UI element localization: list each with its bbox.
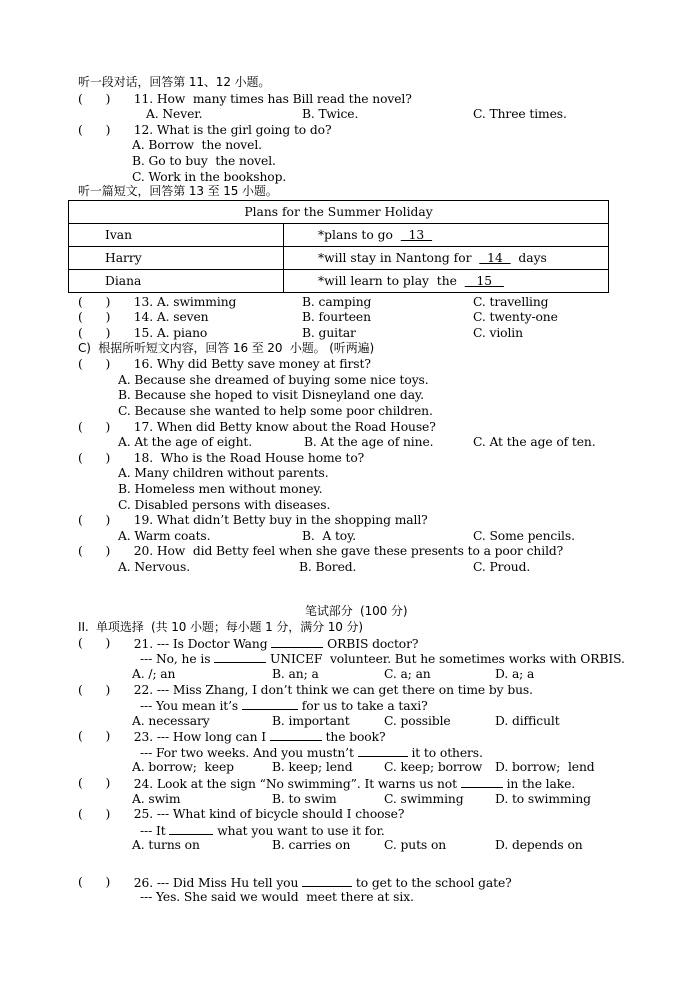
q11-option-c: C. Three times. [473, 107, 567, 121]
plan-name: Ivan [69, 224, 284, 247]
q21-stem-2: --- No, he is UNICEF volunteer. But he sometimes works with ORBIS. [140, 652, 625, 666]
q26-bracket: ( ) [78, 875, 111, 889]
q12-stem: 12. What is the girl going to do? [130, 123, 332, 137]
q18-option-c: C. Disabled persons with diseases. [118, 498, 331, 512]
written-part-title: 笔试部分 (100 分) [305, 604, 408, 618]
q21-stem-1: 21. --- Is Doctor Wang ORBIS doctor? [130, 637, 419, 651]
q12-option-a: A. Borrow the novel. [132, 138, 262, 152]
q26-stem-2: --- Yes. She said we would meet there at six. [140, 890, 414, 904]
q23-option-c: C. keep; borrow [384, 760, 483, 774]
q15-option-b: B. guitar [302, 326, 356, 340]
q23-stem-1: 23. --- How long can I the book? [130, 730, 386, 744]
q16-option-a: A. Because she dreamed of buying some nice toys. [118, 373, 429, 387]
q11-stem: 11. How many times has Bill read the novel? [130, 92, 412, 106]
intro-13-15: 听一篇短文，回答第 13 至 15 小题。 [78, 184, 278, 198]
q13-bracket: ( ) [78, 295, 111, 309]
q17-option-b: B. At the age of nine. [304, 435, 434, 449]
q25-option-c: C. puts on [384, 838, 447, 852]
q23-blank-2[interactable] [358, 745, 408, 757]
plan-name: Diana [69, 270, 284, 293]
q19-option-b: B. A toy. [302, 529, 357, 543]
q23-option-b: B. keep; lend [272, 760, 353, 774]
q19-stem: 19. What didn’t Betty buy in the shopping mall? [130, 513, 428, 527]
q13-option-c: C. travelling [473, 295, 549, 309]
q22-stem-2: --- You mean it’s for us to take a taxi? [140, 699, 428, 713]
q21-option-b: B. an; a [272, 667, 319, 681]
q21-option-c: C. a; an [384, 667, 431, 681]
q24-blank[interactable] [461, 776, 503, 788]
q20-option-a: A. Nervous. [118, 560, 191, 574]
q21-blank-2[interactable] [214, 651, 266, 663]
q15-bracket: ( ) [78, 326, 111, 340]
q22-option-a: A. necessary [132, 714, 210, 728]
q22-option-c: C. possible [384, 714, 451, 728]
q15-option-a: 15. A. piano [130, 326, 208, 340]
q14-option-c: C. twenty-one [473, 310, 558, 324]
q21-option-a: A. /; an [132, 667, 176, 681]
q25-bracket: ( ) [78, 807, 111, 821]
answer-blank-13[interactable]: 13 [400, 228, 433, 242]
q26-blank[interactable] [302, 875, 352, 887]
q13-option-a: 13. A. swimming [130, 295, 237, 309]
q17-option-a: A. At the age of eight. [118, 435, 253, 449]
q23-stem-2: --- For two weeks. And you mustn’t it to others. [140, 746, 483, 760]
plan-detail: *will learn to play the 15 [284, 270, 609, 293]
q12-bracket: ( ) [78, 123, 111, 137]
q21-option-d: D. a; a [495, 667, 535, 681]
q24-stem: 24. Look at the sign “No swimming”. It warns us not in the lake. [130, 777, 576, 791]
table-row [69, 247, 609, 270]
q11-bracket: ( ) [78, 92, 111, 106]
q16-bracket: ( ) [78, 357, 111, 371]
q14-option-a: 14. A. seven [130, 310, 209, 324]
q21-blank-1[interactable] [271, 636, 323, 648]
q22-blank[interactable] [242, 698, 298, 710]
q18-option-a: A. Many children without parents. [118, 466, 329, 480]
q17-option-c: C. At the age of ten. [473, 435, 596, 449]
q24-bracket: ( ) [78, 776, 111, 790]
q14-bracket: ( ) [78, 310, 111, 324]
q16-stem: 16. Why did Betty save money at first? [130, 357, 371, 371]
intro-11-12: 听一段对话，回答第 11、12 小题。 [78, 75, 271, 89]
q24-option-b: B. to swim [272, 792, 337, 806]
q22-option-b: B. important [272, 714, 350, 728]
q24-option-d: D. to swimming [495, 792, 591, 806]
q24-option-a: A. swim [132, 792, 181, 806]
q12-option-b: B. Go to buy the novel. [132, 154, 276, 168]
q23-option-a: A. borrow; keep [132, 760, 234, 774]
q19-option-c: C. Some pencils. [473, 529, 575, 543]
q25-stem-2: --- It what you want to use it for. [140, 824, 385, 838]
q19-option-a: A. Warm coats. [118, 529, 211, 543]
q19-bracket: ( ) [78, 513, 111, 527]
q13-option-b: B. camping [302, 295, 372, 309]
q18-bracket: ( ) [78, 451, 111, 465]
q17-bracket: ( ) [78, 420, 111, 434]
q22-option-d: D. difficult [495, 714, 560, 728]
plan-name: Harry [69, 247, 284, 270]
q20-option-b: B. Bored. [299, 560, 357, 574]
answer-blank-15[interactable]: 15 [464, 274, 504, 288]
q16-option-c: C. Because she wanted to help some poor children. [118, 404, 433, 418]
q12-option-c: C. Work in the bookshop. [132, 170, 287, 184]
q21-bracket: ( ) [78, 636, 111, 650]
q20-option-c: C. Proud. [473, 560, 531, 574]
q22-bracket: ( ) [78, 683, 111, 697]
plan-detail: *plans to go 13 [284, 224, 609, 247]
plans-table-title: Plans for the Summer Holiday [69, 201, 609, 224]
q16-option-b: B. Because she hoped to visit Disneyland one day. [118, 388, 424, 402]
q18-option-b: B. Homeless men without money. [118, 482, 323, 496]
q23-bracket: ( ) [78, 729, 111, 743]
q17-stem: 17. When did Betty know about the Road House? [130, 420, 436, 434]
q11-option-a: A. Never. [146, 107, 203, 121]
table-row [69, 224, 609, 247]
q23-blank-1[interactable] [270, 729, 322, 741]
q25-stem-1: 25. --- What kind of bicycle should I choose? [130, 807, 405, 821]
q23-option-d: D. borrow; lend [495, 760, 595, 774]
q25-option-a: A. turns on [132, 838, 200, 852]
q22-stem-1: 22. --- Miss Zhang, I don’t think we can get there on time by bus. [130, 683, 533, 697]
q26-stem-1: 26. --- Did Miss Hu tell you to get to the school gate? [130, 876, 512, 890]
q25-blank[interactable] [169, 823, 213, 835]
table-row [69, 270, 609, 293]
q25-option-d: D. depends on [495, 838, 583, 852]
plan-detail: *will stay in Nantong for 14 days [284, 247, 609, 270]
q24-option-c: C. swimming [384, 792, 464, 806]
section-ii-heading: II. 单项选择 (共 10 小题；每小题 1 分，满分 10 分) [78, 620, 363, 634]
q25-option-b: B. carries on [272, 838, 351, 852]
q15-option-c: C. violin [473, 326, 523, 340]
q11-option-b: B. Twice. [302, 107, 359, 121]
q14-option-b: B. fourteen [302, 310, 371, 324]
q20-bracket: ( ) [78, 544, 111, 558]
q18-stem: 18. Who is the Road House home to? [130, 451, 365, 465]
plans-table [68, 200, 609, 293]
answer-blank-14[interactable]: 14 [479, 251, 511, 265]
q20-stem: 20. How did Betty feel when she gave these presents to a poor child? [130, 544, 564, 558]
intro-16-20: C) 根据所听短文内容，回答 16 至 20 小题。 (听两遍) [78, 341, 375, 355]
